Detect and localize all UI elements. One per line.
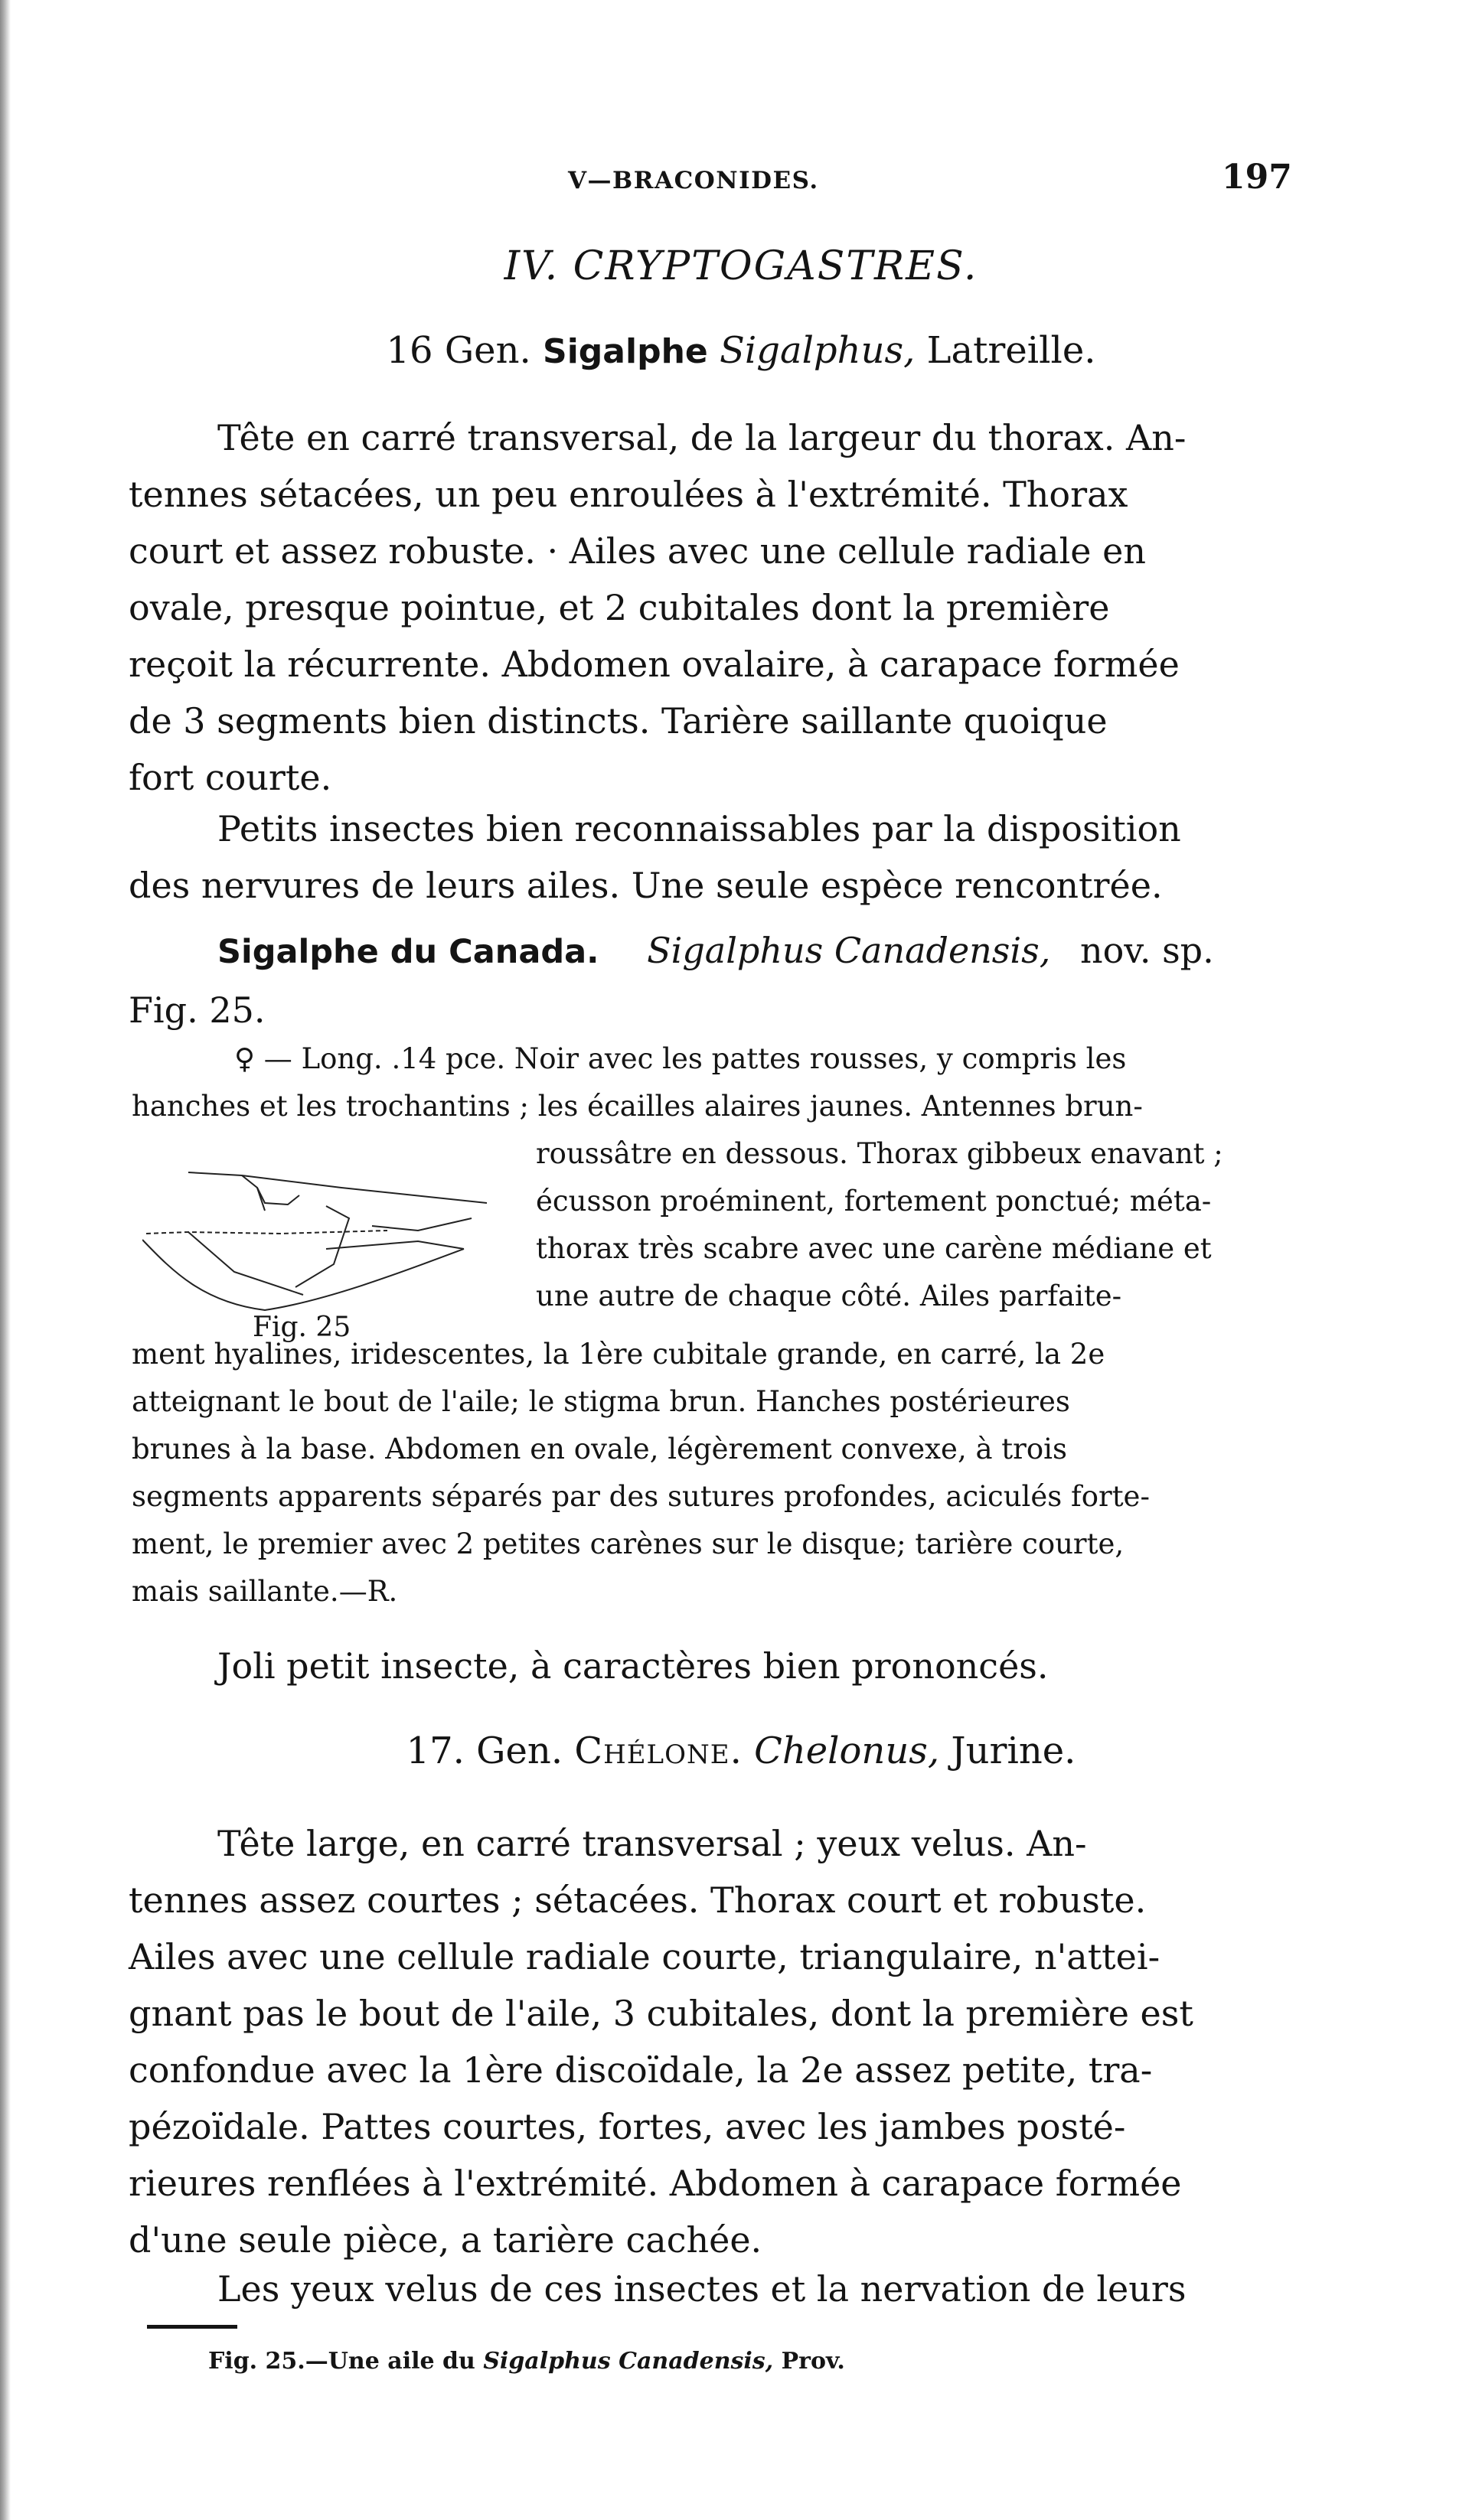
- genus-latin: Sigalphus,: [720, 329, 916, 372]
- description-line: segments apparents séparés par des sutures profondes, aciculés forte-: [132, 1480, 1150, 1513]
- genus-author: Latreille.: [926, 329, 1096, 372]
- footnote-prefix: Fig. 25.—Une aile du: [208, 2348, 475, 2375]
- paragraph-genus16-notes: [129, 800, 1307, 914]
- text-line: Tête en carré transversal, de la largeur du thorax. An-: [217, 417, 1187, 458]
- text-line: reçoit la récurrente. Abdomen ovalaire, à carapace formée: [129, 644, 1180, 685]
- description-line: brunes à la base. Abdomen en ovale, légèrement convexe, à trois: [132, 1433, 1067, 1465]
- wing-outline-lower: [142, 1240, 464, 1310]
- genus-name: Chélone.: [574, 1729, 743, 1772]
- text-line: gnant pas le bout de l'aile, 3 cubitales, dont la première est: [129, 1993, 1193, 2034]
- text-line: des nervures de leurs ailes. Une seule espèce rencontrée.: [129, 865, 1163, 906]
- wing-figure: [142, 1157, 495, 1325]
- text-line: tennes sétacées, un peu enroulées à l'extrémité. Thorax: [129, 474, 1128, 515]
- wing-cell: [257, 1188, 299, 1205]
- text-line: Petits insectes bien reconnaissables par la disposition: [217, 808, 1181, 849]
- description-line: une autre de chaque côté. Ailes parfaite-: [536, 1280, 1122, 1312]
- wing-discoidal-vein: [188, 1232, 303, 1295]
- paragraph-genus17-notes: [129, 2261, 1307, 2317]
- text-line: Les yeux velus de ces insectes et la nervation de leurs: [217, 2268, 1187, 2310]
- genus-latin: Chelonus,: [754, 1729, 940, 1772]
- section-title: IV. CRYPTOGASTRES.: [504, 243, 978, 289]
- genus-heading-17: [0, 1729, 1482, 1772]
- footnote-rule: [147, 2325, 237, 2329]
- description-line: ♀ — Long. .14 pce. Noir avec les pattes rousses, y compris les: [234, 1042, 1127, 1075]
- species-status: nov. sp.: [1079, 930, 1214, 971]
- wing-anal-vein: [326, 1241, 464, 1249]
- text-line: pézoïdale. Pattes courtes, fortes, avec les jambes posté-: [129, 2106, 1126, 2147]
- text-line: Joli petit insecte, à caractères bien prononcés.: [217, 1645, 1049, 1687]
- text-line: Ailes avec une cellule radiale courte, triangulaire, n'attei-: [129, 1936, 1160, 1977]
- description-line: ment, le premier avec 2 petites carènes sur le disque; tarière courte,: [132, 1527, 1125, 1560]
- text-line: Tête large, en carré transversal ; yeux velus. An-: [217, 1823, 1087, 1864]
- wing-dashed-vein: [146, 1231, 387, 1234]
- description-line: roussâtre en dessous. Thorax gibbeux enavant ;: [536, 1137, 1223, 1170]
- description-line: hanches et les trochantins ; les écailles alaires jaunes. Antennes brun-: [132, 1090, 1143, 1123]
- footnote-latin: Sigalphus Canadensis,: [483, 2348, 774, 2375]
- genus-number: 17. Gen.: [406, 1729, 563, 1772]
- page-number: 197: [1222, 158, 1292, 197]
- genus-author: Jurine.: [951, 1729, 1076, 1772]
- genus-heading-16: [0, 329, 1482, 372]
- genus-name: Sigalphe: [543, 332, 708, 371]
- genus-number: 16 Gen.: [386, 329, 531, 372]
- running-header: V—BRACONIDES.: [568, 167, 819, 194]
- description-line: thorax très scabre avec une carène médiane et: [536, 1232, 1212, 1265]
- figure-reference: Fig. 25.: [129, 989, 266, 1031]
- wing-stigma: [242, 1175, 265, 1211]
- footnote: [208, 2348, 845, 2375]
- wing-radial-vein: [372, 1218, 472, 1231]
- text-line: court et assez robuste. · Ailes avec une cellule radiale en: [129, 530, 1146, 572]
- wing-costal-vein: [188, 1172, 487, 1203]
- paragraph-genus16-description: [129, 409, 1307, 806]
- text-line: d'une seule pièce, a tarière cachée.: [129, 2219, 762, 2261]
- species-latin-name: Sigalphus Canadensis,: [647, 930, 1051, 971]
- text-line: rieures renflées à l'extrémité. Abdomen à carapace formée: [129, 2163, 1182, 2204]
- text-line: fort courte.: [129, 757, 332, 798]
- text-line: tennes assez courtes ; sétacées. Thorax court et robuste.: [129, 1879, 1147, 1921]
- wing-cubital-vein: [295, 1206, 349, 1287]
- species-common-name: Sigalphe du Canada.: [217, 933, 599, 971]
- paragraph-remark: [129, 1638, 1307, 1694]
- description-line: ment hyalines, iridescentes, la 1ère cubitale grande, en carré, la 2e: [132, 1338, 1105, 1371]
- text-line: ovale, presque pointue, et 2 cubitales dont la première: [129, 587, 1110, 628]
- description-line: écusson proéminent, fortement ponctué; méta-: [536, 1185, 1212, 1218]
- text-line: confondue avec la 1ère discoïdale, la 2e assez petite, tra-: [129, 2049, 1153, 2091]
- paragraph-genus17-description: [129, 1815, 1307, 2268]
- page-edge-shadow: [0, 0, 11, 2520]
- species-heading: [217, 930, 1214, 971]
- description-line: mais saillante.—R.: [132, 1575, 398, 1608]
- text-line: de 3 segments bien distincts. Tarière saillante quoique: [129, 700, 1108, 742]
- footnote-suffix: Prov.: [781, 2348, 845, 2375]
- figure-caption: Fig. 25: [253, 1312, 351, 1343]
- description-line: atteignant le bout de l'aile; le stigma brun. Hanches postérieures: [132, 1385, 1070, 1418]
